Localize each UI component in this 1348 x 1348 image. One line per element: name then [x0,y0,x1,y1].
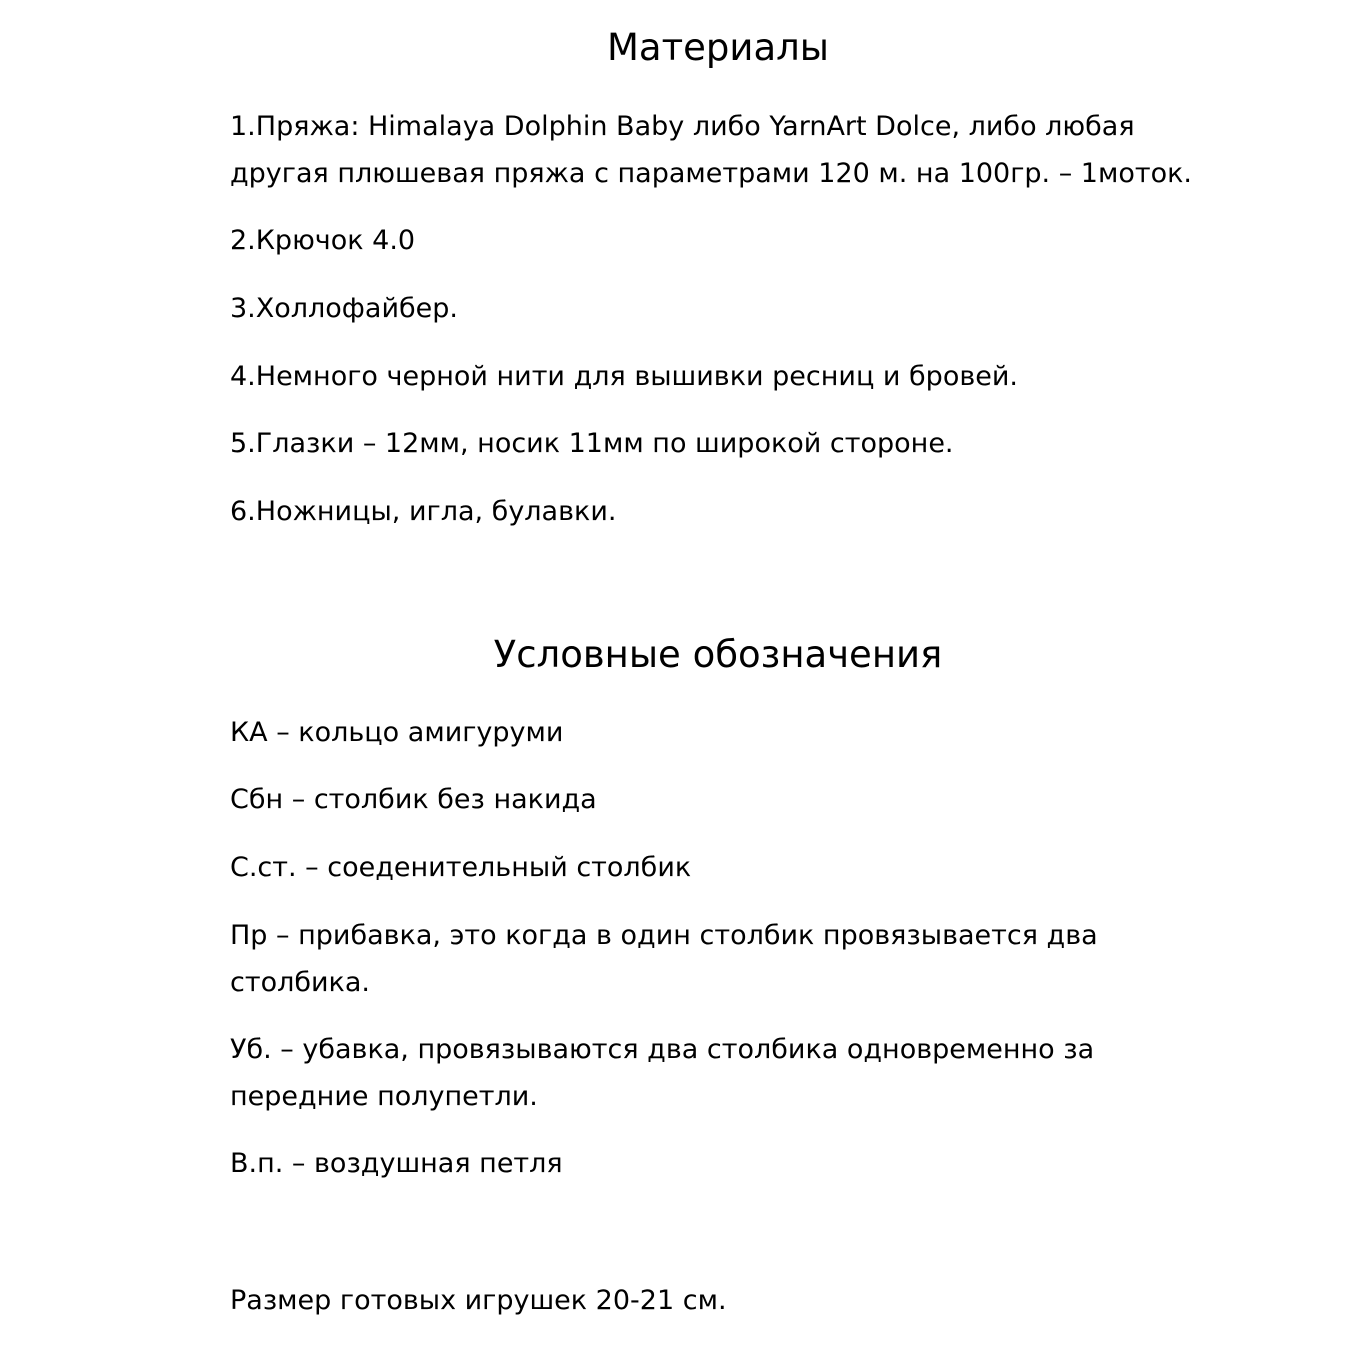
legend-item-ka: КА – кольцо амигуруми [230,717,564,748]
materials-item-3: 3.Холлофайбер. [230,293,458,324]
legend-item-ub [230,1026,1210,1120]
materials-item-1 [230,103,1210,197]
legend-item-ub-line-1: Уб. – убавка, провязываются два столбика одновременно за [230,1034,1095,1065]
materials-heading: Материалы [607,26,829,69]
legend-item-ub-line-2: передние полупетли. [230,1081,538,1112]
legend-item-pr [230,912,1210,1006]
materials-item-5: 5.Глазки – 12мм, носик 11мм по широкой стороне. [230,428,954,459]
legend-item-pr-line-1: Пр – прибавка, это когда в один столбик провязывается два [230,920,1098,951]
materials-item-6: 6.Ножницы, игла, булавки. [230,496,617,527]
size-note: Размер готовых игрушек 20-21 см. [230,1285,727,1316]
legend-item-vp: В.п. – воздушная петля [230,1148,563,1179]
legend-item-pr-line-2: столбика. [230,967,370,998]
materials-item-1-line-2: другая плюшевая пряжа с параметрами 120 м. на 100гр. – 1моток. [230,158,1193,189]
legend-item-sst: С.ст. – соеденительный столбик [230,852,692,883]
materials-item-1-line-1: 1.Пряжа: Himalaya Dolphin Baby либо YarnArt Dolce, либо любая [230,111,1135,142]
legend-item-sbn: Сбн – столбик без накида [230,784,597,815]
legend-heading: Условные обозначения [493,633,943,676]
materials-item-2: 2.Крючок 4.0 [230,225,416,256]
materials-item-4: 4.Немного черной нити для вышивки ресниц и бровей. [230,361,1018,392]
